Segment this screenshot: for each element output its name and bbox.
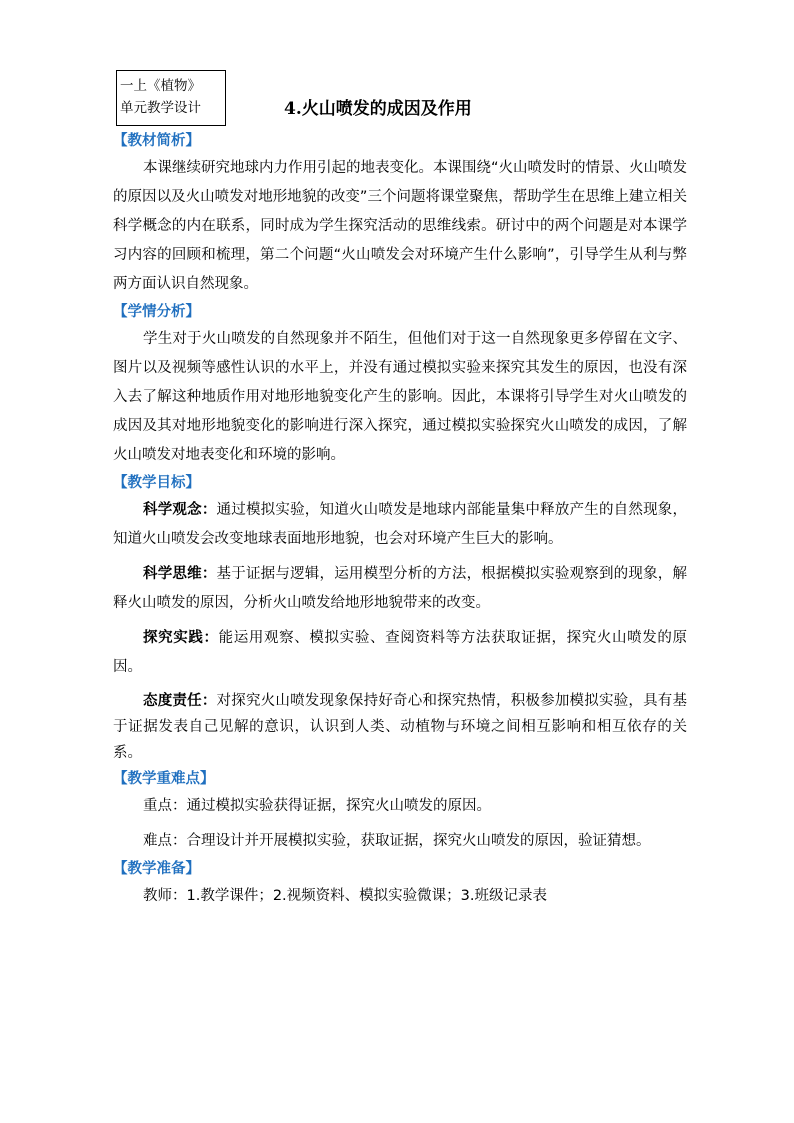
goal-text: 基于证据与逻辑，运用模型分析的方法，根据模拟实验观察到的现象，解释火山喷发的原因，分析火山喷发给地形地貌带来的改变。 [113, 566, 688, 611]
unit-label-line1: 一上《植物》 [120, 78, 201, 94]
key-point-text: 重点：通过模拟实验获得证据，探究火山喷发的原因。 [143, 798, 491, 814]
goal-label: 科学观念： [143, 502, 217, 518]
goal-label: 探究实践： [143, 630, 219, 646]
section-heading-key-points: 【教学重难点】 [113, 771, 215, 787]
section-heading-preparation: 【教学准备】 [113, 861, 200, 877]
goal-scientific-thinking [113, 560, 687, 618]
teacher-preparation-text: 教师：1.教学课件；2.视频资料、模拟实验微课；3.班级记录表 [143, 888, 548, 904]
document-title: 4.火山喷发的成因及作用 [284, 99, 472, 119]
section-heading-learner-analysis: 【学情分析】 [113, 304, 200, 320]
goal-text: 通过模拟实验，知道火山喷发是地球内部能量集中释放产生的自然现象，知道火山喷发会改变地球表面地形地貌，也会对环境产生巨大的影响。 [113, 502, 688, 547]
document-body [113, 128, 687, 911]
section-heading-textbook-analysis: 【教材简析】 [113, 133, 200, 149]
goal-text: 对探究火山喷发现象保持好奇心和探究热情，积极参加模拟实验，具有基于证据发表自己见解的意识，认识到人类、动植物与环境之间相互影响和相互依存的关系。 [113, 693, 688, 761]
goal-label: 态度责任： [143, 693, 217, 709]
unit-label-line2: 单元教学设计 [120, 100, 201, 116]
goal-label: 科学思维： [143, 566, 217, 582]
goal-scientific-concept [113, 496, 687, 554]
goal-text: 能运用观察、模拟实验、查阅资料等方法获取证据，探究火山喷发的原因。 [113, 630, 688, 675]
unit-label-box [116, 70, 226, 126]
goal-attitude-responsibility [113, 688, 687, 766]
textbook-analysis-paragraph: 本课继续研究地球内力作用引起的地表变化。本课围绕“火山喷发时的情景、火山喷发的原因以及火山喷发对地形地貌的改变”三个问题将课堂聚焦，帮助学生在思维上建立相关科学概念的内在联系，同时成为学生探究活动的思维线索。研讨中的两个问题是对本课学习内容的回顾和梳理，第二个问题“火山喷发会对环境产生什么影响”，引导学生从利与弊两方面认识自然现象。 [113, 160, 688, 292]
goal-inquiry-practice [113, 624, 687, 682]
section-heading-teaching-goals: 【教学目标】 [113, 475, 200, 491]
difficult-point-text: 难点：合理设计并开展模拟实验，获取证据，探究火山喷发的原因，验证猜想。 [143, 833, 651, 849]
learner-analysis-paragraph: 学生对于火山喷发的自然现象并不陌生，但他们对于这一自然现象更多停留在文字、图片以及视频等感性认识的水平上，并没有通过模拟实验来探究其发生的原因，也没有深入去了解这种地质作用对地形地貌变化产生的影响。因此，本课将引导学生对火山喷发的成因及其对地形地貌变化的影响进行深入探究，通过模拟实验探究火山喷发的成因，了解火山喷发对地表变化和环境的影响。 [113, 331, 687, 463]
